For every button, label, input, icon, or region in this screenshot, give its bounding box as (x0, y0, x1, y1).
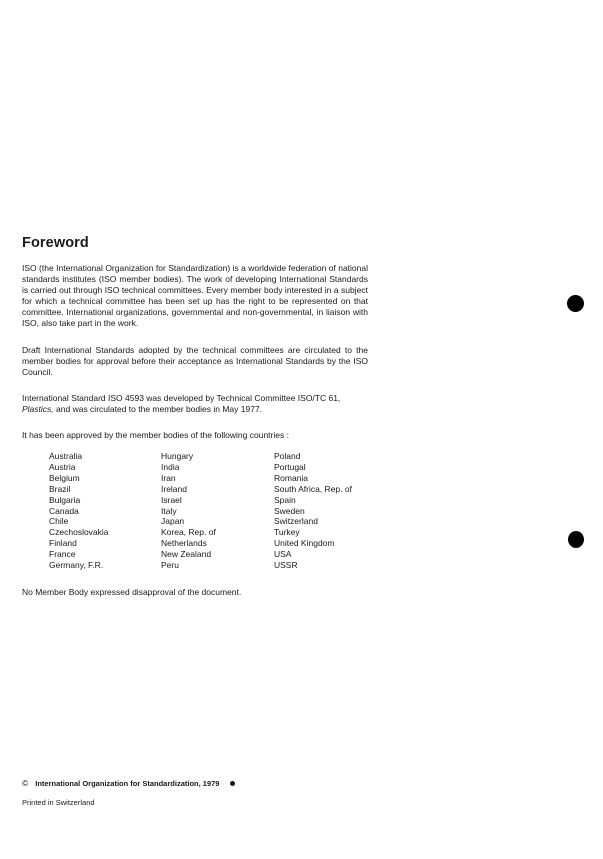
country-item: Brazil (49, 483, 71, 494)
country-item: Chile (49, 516, 69, 527)
committee-title: Plastics, (22, 404, 54, 414)
country-item: Sweden (274, 505, 305, 516)
country-column-1 (49, 451, 161, 571)
foreword-paragraph-1: ISO (the International Organization for Standardization) is a worldwide federation of national standards institutes (ISO member bodies). The work of developing International Standards is carried out through ISO technical committees. Every member body interested in a subject for which a technical committee has been set up has the right to be represented on that committee. International organizations, governmental and non-governmental, in liaison with ISO, also take part in the work. (22, 263, 368, 328)
country-item: Australia (49, 451, 83, 461)
country-item: Turkey (274, 527, 300, 538)
country-item: Switzerland (274, 516, 318, 527)
bullet-dot-icon (230, 781, 235, 786)
country-item: Korea, Rep. of (161, 527, 216, 538)
foreword-paragraph-3 (22, 393, 368, 415)
country-item: Japan (161, 516, 185, 527)
copyright-symbol: © (22, 778, 29, 788)
punch-hole-mark (568, 531, 584, 548)
country-item: Austria (49, 461, 76, 472)
country-item: USSR (274, 560, 298, 571)
country-item: United Kingdom (274, 538, 335, 549)
paragraph-3-text-before: International Standard ISO 4593 was developed by Technical Committee ISO/TC 61, (22, 393, 341, 403)
disapproval-statement: No Member Body expressed disapproval of the document. (22, 587, 242, 597)
country-item: Hungary (161, 451, 194, 461)
country-item: Belgium (49, 472, 80, 483)
country-item: Finland (49, 538, 77, 549)
country-item: Peru (161, 560, 179, 571)
country-item: India (161, 461, 180, 472)
country-list (49, 451, 384, 571)
copyright-line (22, 778, 235, 788)
country-item: Bulgaria (49, 494, 81, 505)
country-item: Iran (161, 472, 176, 483)
printed-location: Printed in Switzerland (22, 798, 95, 807)
country-item: Czechoslovakia (49, 527, 109, 538)
country-item: USA (274, 549, 292, 560)
country-item: Romania (274, 472, 309, 483)
country-item: Portugal (274, 461, 306, 472)
punch-hole-mark (567, 295, 584, 312)
country-item: Poland (274, 451, 301, 461)
page-title: Foreword (22, 235, 89, 251)
copyright-text: International Organization for Standardization, 1979 (35, 778, 220, 788)
country-item: South Africa, Rep. of (274, 483, 352, 494)
country-column-3 (274, 451, 384, 571)
country-item: Canada (49, 505, 79, 516)
country-item: Ireland (161, 483, 187, 494)
country-item: Italy (161, 505, 177, 516)
approval-statement: It has been approved by the member bodies of the following countries : (22, 430, 289, 440)
country-item: Germany, F.R. (49, 560, 104, 571)
country-column-2 (161, 451, 274, 571)
foreword-paragraph-2: Draft International Standards adopted by the technical committees are circulated to the member bodies for approval before their acceptance as International Standards by the ISO Council. (22, 345, 368, 377)
country-item: Netherlands (161, 538, 207, 549)
paragraph-3-text-after: and was circulated to the member bodies in May 1977. (56, 404, 263, 414)
country-item: New Zealand (161, 549, 212, 560)
country-item: Israel (161, 494, 182, 505)
country-item: France (49, 549, 76, 560)
country-item: Spain (274, 494, 296, 505)
